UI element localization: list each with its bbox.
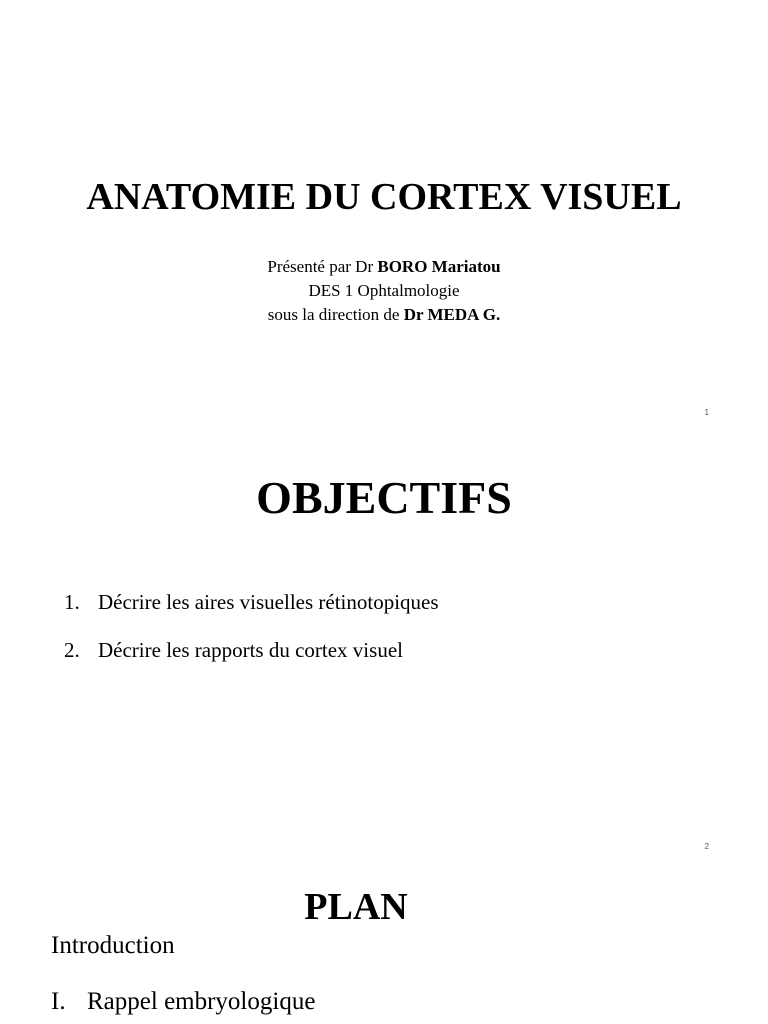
plan-intro: Introduction bbox=[51, 932, 175, 959]
plan-item-number: I. bbox=[51, 988, 66, 1015]
presenter-name: BORO Mariatou bbox=[377, 257, 501, 276]
list-item-number: 2. bbox=[64, 638, 80, 662]
director-name: Dr MEDA G. bbox=[403, 305, 501, 324]
page-number-2: 2 bbox=[704, 842, 709, 851]
presenter-line bbox=[0, 255, 768, 279]
list-item-text: Décrire les rapports du cortex visuel bbox=[98, 638, 403, 662]
plan-item bbox=[51, 986, 315, 1018]
program-line: DES 1 Ophtalmologie bbox=[308, 281, 460, 300]
list-item-number: 1. bbox=[64, 590, 80, 614]
slide1-subtitle bbox=[0, 255, 768, 327]
page-number-1: 1 bbox=[704, 408, 709, 417]
direction-line bbox=[0, 303, 768, 327]
objectives-list bbox=[64, 587, 439, 683]
list-item bbox=[64, 635, 439, 683]
list-item-text: Décrire les aires visuelles rétinotopiques bbox=[98, 590, 439, 614]
slide2-title: OBJECTIFS bbox=[256, 472, 512, 523]
slide1-title: ANATOMIE DU CORTEX VISUEL bbox=[86, 176, 682, 218]
presenter-prefix: Présenté par Dr bbox=[267, 257, 378, 276]
plan-item-text: Rappel embryologique bbox=[87, 988, 316, 1015]
list-item bbox=[64, 587, 439, 635]
direction-prefix: sous la direction de bbox=[267, 305, 404, 324]
slide3-title: PLAN bbox=[304, 886, 408, 928]
